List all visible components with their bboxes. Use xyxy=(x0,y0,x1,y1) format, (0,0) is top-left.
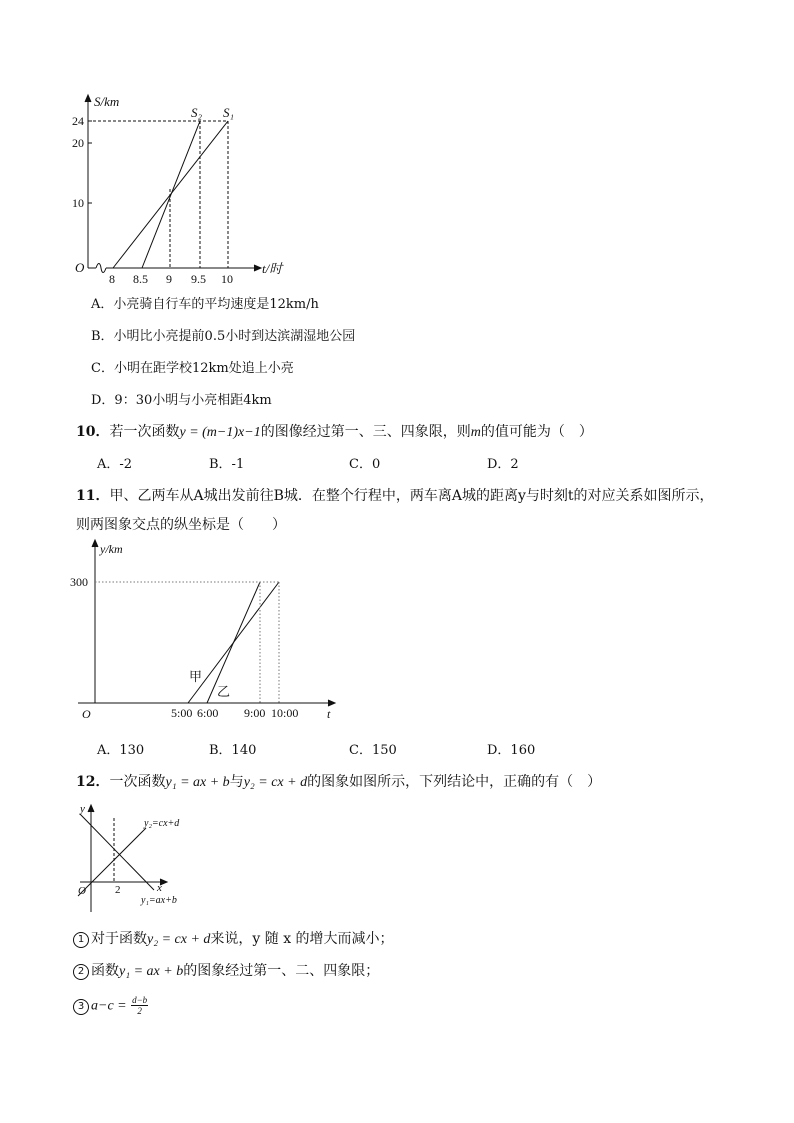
q11-x-tick-5: 5:00 xyxy=(171,706,193,720)
q12-text-a: 一次函数 xyxy=(109,774,166,790)
q10-formula: y = (m−1)x−1 xyxy=(179,425,261,440)
q12-y-label: y xyxy=(80,803,85,815)
q10-text-after: 的图像经过第一、三、四象限，则 xyxy=(260,424,471,440)
q12-s3-formula: a−c = xyxy=(91,998,127,1014)
q12-number: 12． xyxy=(76,774,110,790)
q9-option-c: C．小明在距学校12km处追上小亮 xyxy=(91,361,294,376)
q12-s2-text-b: 的图象经过第一、二、四象限； xyxy=(183,963,380,979)
q10-option-d: D．2 xyxy=(487,457,519,472)
q12-formula2: y₂ = cx + d xyxy=(243,775,308,790)
q12-stem xyxy=(76,771,601,791)
q11-line1: 甲、乙两车从A城出发前往B城．在整个行程中，两车离A城的距离y与时刻t的对应关系如图所示， xyxy=(109,488,714,504)
q9-origin: O xyxy=(75,260,85,275)
q10-var: m xyxy=(470,425,481,440)
q11-line-yi xyxy=(207,582,260,703)
q9-x-tick-9: 9 xyxy=(166,272,172,286)
q11-option-d: D．160 xyxy=(487,743,536,758)
q12-line-y2 xyxy=(78,828,146,896)
q12-statement-3 xyxy=(73,995,148,1016)
q9-label-s2: S₂ xyxy=(191,105,203,120)
q11-stem-line1 xyxy=(76,485,714,505)
q10-option-c: C．0 xyxy=(349,457,381,472)
q12-s1-text-a: 对于函数 xyxy=(91,931,147,947)
q9-line-s2 xyxy=(142,121,200,268)
q12-s2-formula: y₁ = ax + b xyxy=(119,964,184,979)
q12-label-y2: y₂=cx+d xyxy=(144,818,180,829)
q11-number: 11． xyxy=(76,488,110,504)
q10-text-end: 的值可能为（ ） xyxy=(480,424,593,440)
q12-s3-frac-num: d−b xyxy=(132,995,148,1005)
q10-option-a: A．-2 xyxy=(97,457,133,472)
q9-x-tick-8-5: 8.5 xyxy=(133,272,148,286)
q12-s2-text-a: 函数 xyxy=(91,963,119,979)
q11-tick-300: 300 xyxy=(70,575,88,589)
q10-text-before: 若一次函数 xyxy=(109,424,180,440)
q9-y-label: S/km xyxy=(94,94,120,109)
circled-number-2-icon: 2 xyxy=(73,964,89,980)
q9-tick-24: 24 xyxy=(72,114,84,128)
q11-x-tick-6: 6:00 xyxy=(197,706,219,720)
q9-distance-time-graph xyxy=(70,90,310,290)
q9-y-arrow xyxy=(85,95,91,102)
q12-s3-frac-den: 2 xyxy=(137,1006,142,1016)
q10-option-b: B．-1 xyxy=(209,457,245,472)
q12-label-y1: y₁=ax+b xyxy=(141,895,177,906)
q12-s1-formula: y₂ = cx + d xyxy=(147,932,211,947)
q9-label-s1: S₁ xyxy=(223,105,235,120)
q9-x-tick-8: 8 xyxy=(109,272,115,286)
q11-label-jia: 甲 xyxy=(189,669,203,684)
q11-x-tick-10: 10:00 xyxy=(271,706,299,720)
q11-distance-time-graph xyxy=(70,535,350,725)
circled-number-1-icon: 1 xyxy=(73,932,89,948)
q9-x-label: t/时 xyxy=(262,261,283,276)
q12-x-label: x xyxy=(157,882,162,894)
circled-number-3-icon: 3 xyxy=(73,999,89,1015)
q12-s1-text-b: 来说，y 随 x 的增大而减小； xyxy=(210,931,394,947)
q12-y-arrow xyxy=(88,805,94,812)
q12-text-c: 的图象如图所示，下列结论中，正确的有（ ） xyxy=(307,774,602,790)
q11-x-tick-9: 9:00 xyxy=(244,706,266,720)
q9-tick-10: 10 xyxy=(72,196,84,210)
q11-label-yi: 乙 xyxy=(217,684,231,699)
q9-x-arrow xyxy=(254,265,261,271)
q12-x-tick-2: 2 xyxy=(115,884,121,896)
q11-option-c: C．150 xyxy=(349,743,397,758)
q9-axis-break xyxy=(96,264,106,273)
q11-x-label: t xyxy=(327,707,331,721)
q11-x-arrow xyxy=(328,700,335,706)
q11-option-a: A．130 xyxy=(97,743,145,758)
q9-x-tick-9-5: 9.5 xyxy=(191,272,206,286)
q9-option-b: B．小明比小亮提前0.5小时到达滨湖湿地公园 xyxy=(91,329,356,344)
q11-option-b: B．140 xyxy=(209,743,257,758)
q9-option-a: A．小亮骑自行车的平均速度是12km/h xyxy=(91,297,319,312)
q12-statement-1 xyxy=(73,928,394,948)
q11-y-label: y/km xyxy=(100,542,123,556)
q12-function-graph xyxy=(70,800,210,915)
q12-origin: O xyxy=(78,885,86,897)
q9-x-tick-10: 10 xyxy=(221,272,233,286)
q10-stem xyxy=(76,421,593,441)
q12-text-b: 与 xyxy=(229,774,244,790)
q11-stem-line2: 则两图象交点的纵坐标是（ ） xyxy=(76,517,286,533)
q11-origin: O xyxy=(82,707,91,721)
q9-option-d: D．9：30小明与小亮相距4km xyxy=(91,393,272,408)
q11-y-arrow xyxy=(92,540,98,547)
q9-tick-20: 20 xyxy=(72,136,84,150)
q10-number: 10． xyxy=(76,424,110,440)
q12-s3-fraction xyxy=(131,995,148,1016)
q12-formula1: y₁ = ax + b xyxy=(165,775,230,790)
q12-statement-2 xyxy=(73,960,379,980)
